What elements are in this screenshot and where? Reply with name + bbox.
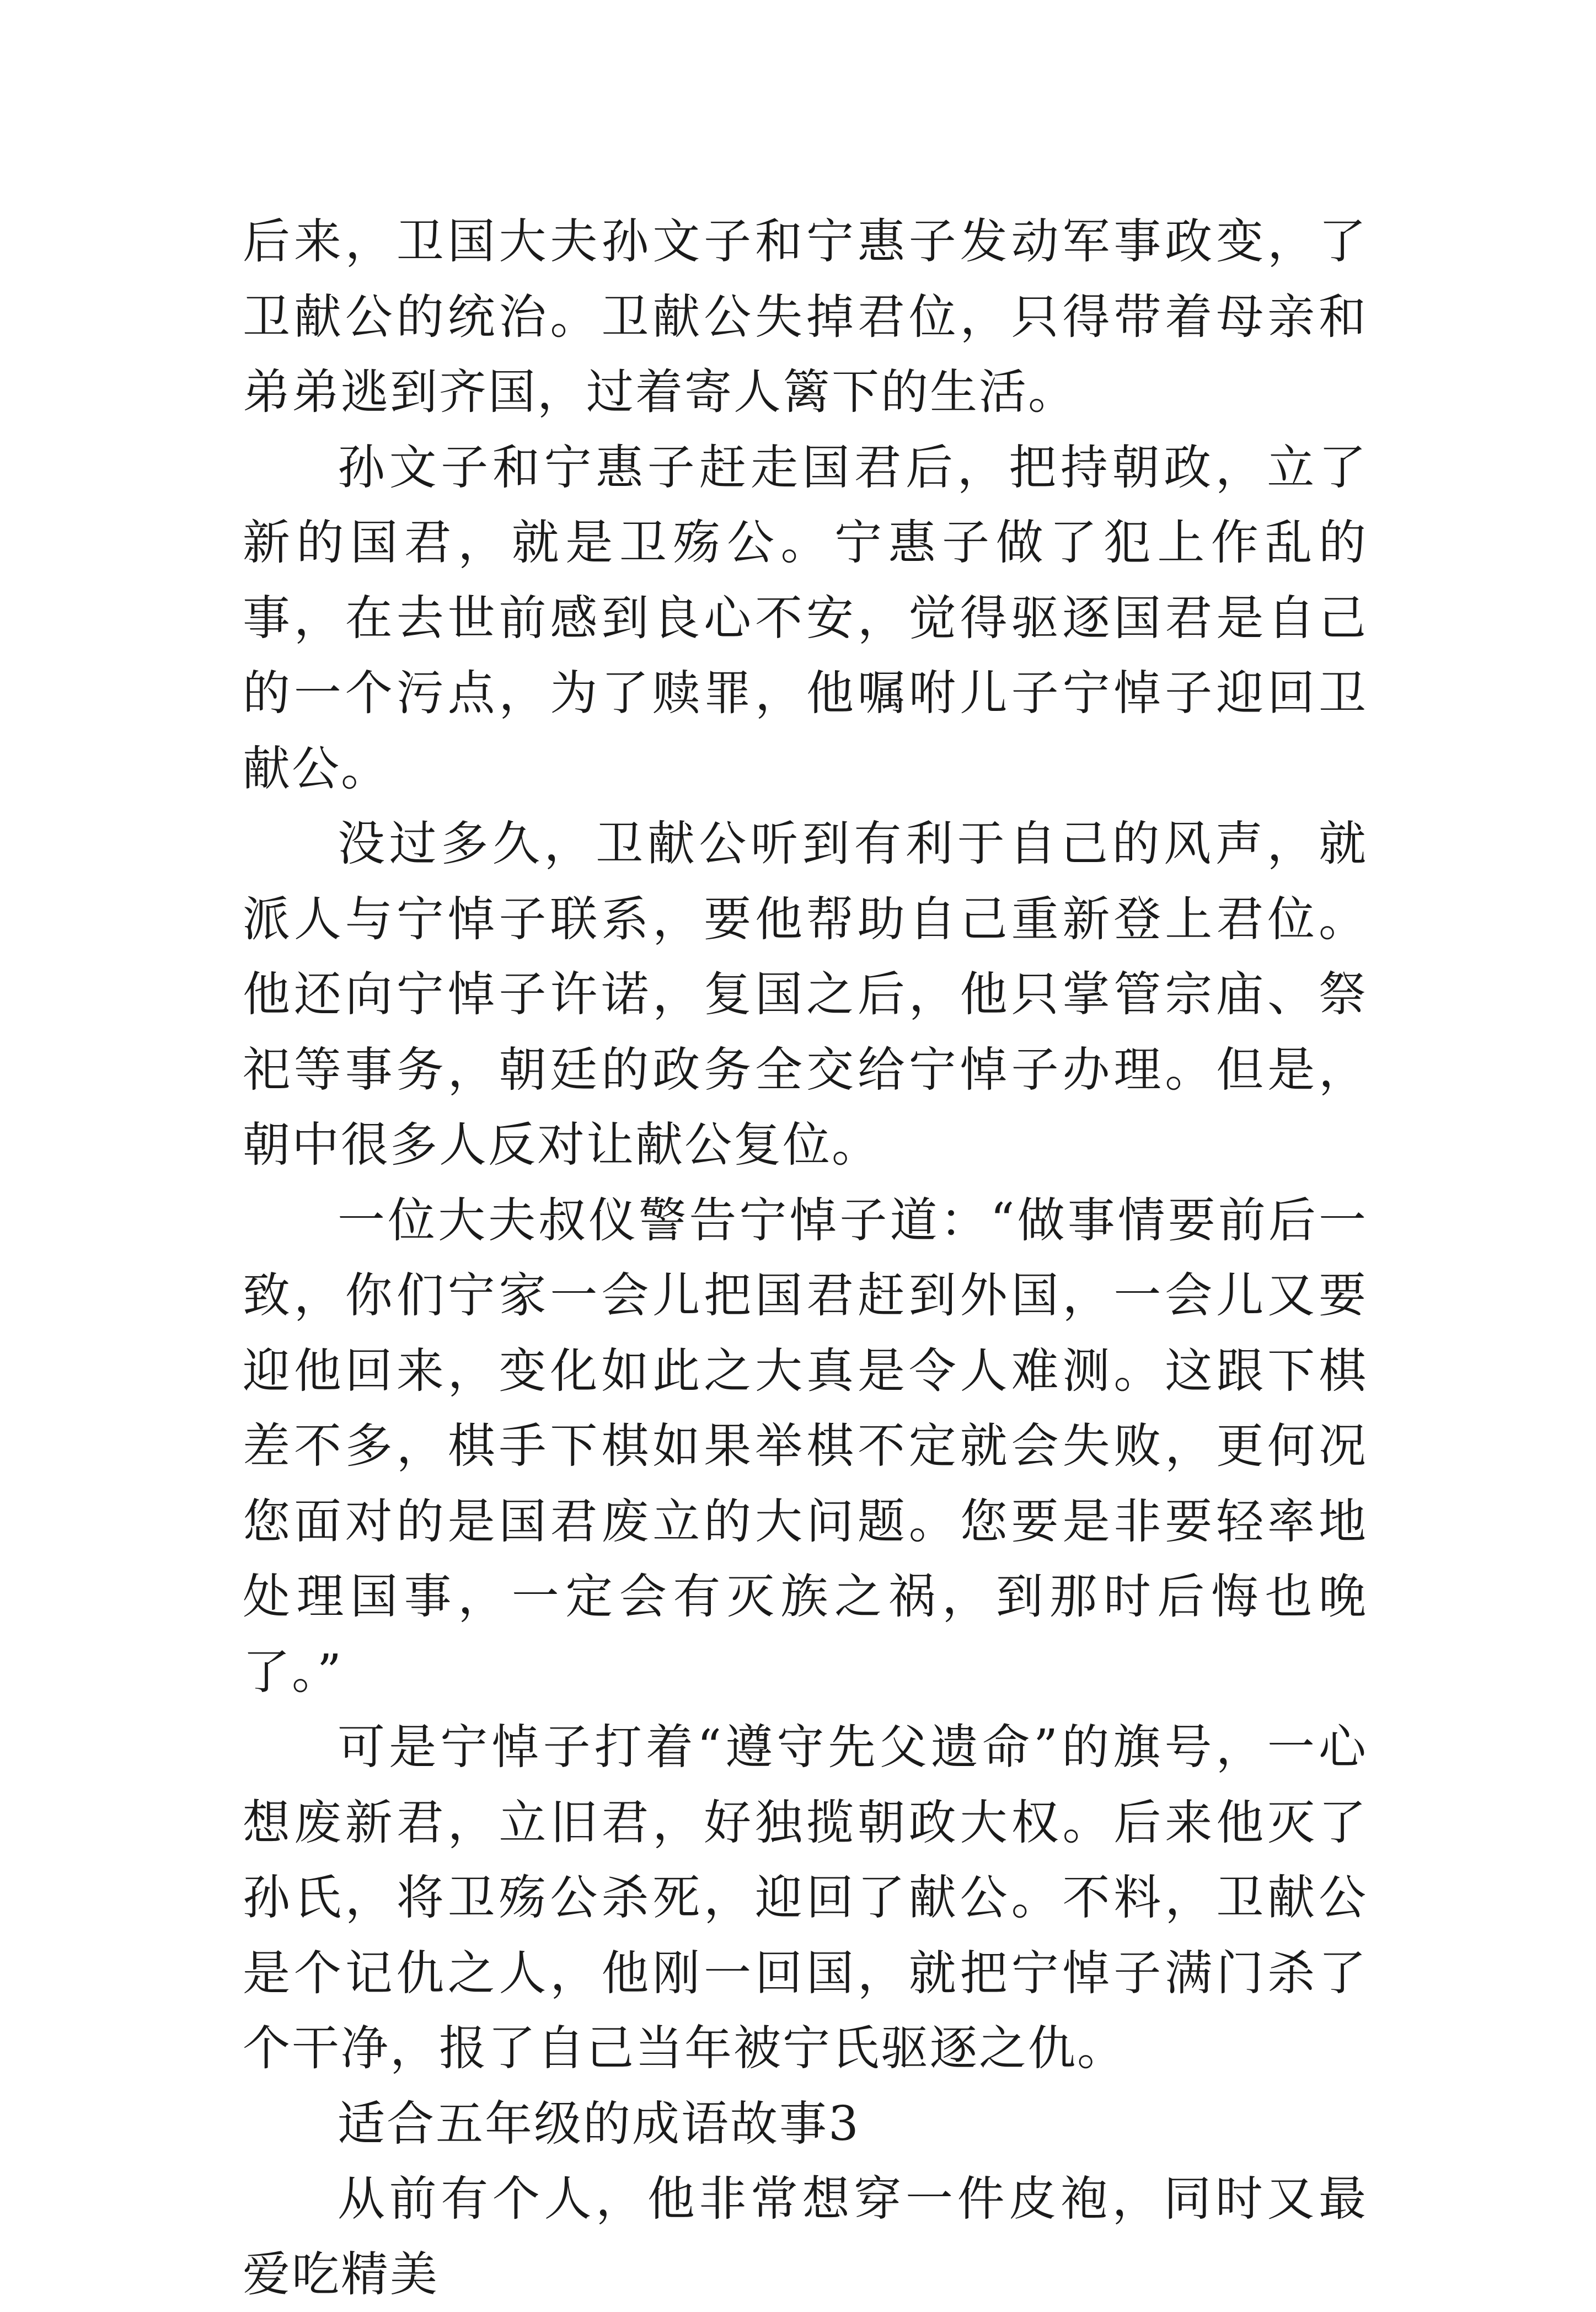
paragraph-2: 孙文子和宁惠子赶走国君后，把持朝政，立了新的国君，就是卫殇公。宁惠子做了犯上作乱的事，在去世前感到良心不安，觉得驱逐国君是自己的一个污点，为了赎罪，他嘱咐儿子宁悼子迎回卫献公。 bbox=[243, 440, 1368, 796]
paragraph-5: 可是宁悼子打着“遵守先父遗命”的旗号，一心想废新君，立旧君，好独揽朝政大权。后来他灭了孙氏，将卫殇公杀死，迎回了献公。不料，卫献公是个记仇之人，他刚一回国，就把宁悼子满门杀了个干净，报了自己当年被宁氏驱逐之仇。 bbox=[243, 1720, 1368, 2076]
paragraph-1: 后来，卫国大夫孙文子和宁惠子发动军事政变，了卫献公的统治。卫献公失掉君位，只得带着母亲和弟弟逃到齐国，过着寄人篱下的生活。 bbox=[243, 214, 1368, 420]
paragraph-4: 一位大夫叔仪警告宁悼子道：“做事情要前后一致，你们宁家一会儿把国君赶到外国，一会儿又要迎他回来，变化如此之大真是令人难测。这跟下棋差不多，棋手下棋如果举棋不定就会失败，更何况您面对的是国君废立的大问题。您要是非要轻率地处理国事，一定会有灭族之祸，到那时后悔也晚了。” bbox=[243, 1192, 1368, 1700]
paragraph-3: 没过多久，卫献公听到有利于自己的风声，就派人与宁悼子联系，要他帮助自己重新登上君位。他还向宁悼子许诺，复国之后，他只掌管宗庙、祭祀等事务，朝廷的政务全交给宁悼子办理。但是，朝中很多人反对让献公复位。 bbox=[243, 816, 1368, 1173]
section-heading: 适合五年级的成语故事3 bbox=[338, 2096, 860, 2152]
paragraph-6: 从前有个人，他非常想穿一件皮袍，同时又最爱吃精美 bbox=[243, 2171, 1368, 2302]
document-body bbox=[243, 204, 1368, 2312]
